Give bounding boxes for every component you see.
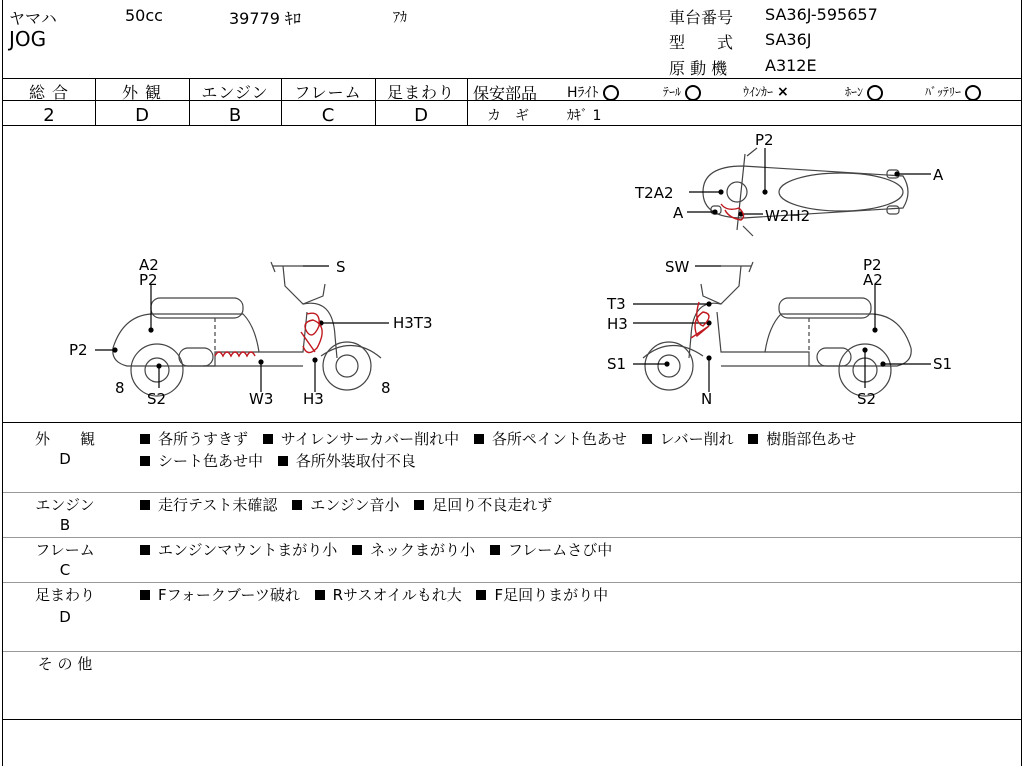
ok-circle-icon [965, 85, 981, 101]
safety-item-name: ｳｲﾝｶｰ [743, 85, 774, 99]
remark-item: 各所うすきず [158, 430, 249, 448]
frame-no: SA36J-595657 [765, 5, 878, 24]
remark-category: そ の 他 [37, 655, 93, 673]
type-label: 型 式 [669, 33, 734, 52]
safety-item-horn [845, 83, 883, 101]
key-label: カ ギ [487, 108, 529, 124]
remark-items [140, 539, 622, 561]
remark-item: Fフォークブーツ破れ [158, 586, 300, 604]
safety-item-tail [663, 83, 701, 101]
mark-label: H3 [607, 315, 628, 333]
divider [467, 78, 468, 125]
mark-label: S2 [147, 390, 167, 408]
safety-item-name: ﾎｰﾝ [845, 85, 864, 99]
remark-category: 外 観 [34, 430, 95, 448]
remark-category: フレーム [35, 541, 95, 559]
mark-label: W2H2 [765, 207, 811, 225]
remark-items [140, 584, 618, 606]
ok-circle-icon [685, 85, 701, 101]
bullet-square-icon [140, 500, 150, 510]
safety-item-name: Hﾗｲﾄ [567, 85, 599, 101]
safety-item-winker [743, 83, 789, 100]
grade-engine [189, 80, 281, 126]
divider [3, 537, 1021, 538]
remark-suspension [3, 584, 1021, 650]
mark-label: H3 [303, 390, 324, 408]
remark-item: 各所ペイント色あせ [491, 430, 627, 448]
remark-category: 足まわり [34, 586, 95, 604]
mark-label: SW [665, 258, 690, 276]
model-name: JOG [9, 27, 47, 51]
bullet-square-icon [263, 434, 273, 444]
grade-label: フレーム [294, 83, 362, 102]
remark-item: エンジン音小 [310, 496, 400, 514]
bullet-square-icon [414, 500, 424, 510]
remark-item: フレームさび中 [507, 541, 613, 559]
mark-label: S1 [933, 355, 953, 373]
remark-exterior [3, 426, 1021, 492]
remark-item: Rサスオイルもれ大 [332, 586, 462, 604]
grade-value: D [135, 105, 149, 126]
bullet-square-icon [315, 590, 325, 600]
remark-item: サイレンサーカバー削れ中 [280, 430, 460, 448]
remark-grade: D [59, 450, 71, 468]
mark-label: T3 [607, 295, 626, 313]
remark-item: ネックまがり小 [370, 541, 476, 559]
safety-label: 保安部品 [473, 84, 538, 103]
remark-item: 各所外装取付不良 [295, 452, 416, 470]
divider [3, 582, 1021, 583]
mark-label: H3T3 [393, 314, 433, 332]
bullet-square-icon [140, 545, 150, 555]
grade-label: 外 観 [121, 83, 163, 102]
bullet-square-icon [490, 545, 500, 555]
grade-value: 2 [43, 105, 55, 126]
remark-item: 樹脂部色あせ [766, 430, 857, 448]
grade-overall [3, 80, 95, 126]
mark-label: A [933, 166, 944, 184]
safety-item-headlight [567, 82, 619, 102]
mark-label: P2 [755, 131, 774, 149]
grade-value: B [228, 105, 242, 126]
bullet-square-icon [474, 434, 484, 444]
mark-label: P2 [69, 341, 88, 359]
grade-label: 足まわり [386, 83, 455, 102]
mark-label: T2A2 [635, 184, 674, 202]
frame-no-label: 車台番号 [669, 8, 734, 27]
remark-item: エンジンマウントまがり小 [158, 541, 338, 559]
type-value: SA36J [765, 30, 812, 49]
bullet-square-icon [140, 434, 150, 444]
divider [3, 492, 1021, 493]
bullet-square-icon [278, 456, 288, 466]
engine-label: 原 動 機 [669, 59, 728, 78]
mark-label: A2 [863, 271, 883, 289]
remark-frame [3, 539, 1021, 581]
key-value: ｶｷﾞ 1 [567, 108, 602, 124]
cross-icon: × [777, 84, 789, 100]
mark-label: P2 [139, 271, 158, 289]
remark-items [140, 494, 562, 516]
mark-label: S1 [607, 355, 627, 373]
safety-item-battery [925, 83, 981, 101]
bullet-square-icon [748, 434, 758, 444]
mark-label: A2 [139, 256, 159, 274]
grade-suspension [375, 80, 467, 126]
engine-value: A312E [765, 56, 817, 75]
mark-label: 8 [115, 379, 125, 397]
mark-label: N [701, 390, 713, 408]
remark-items [140, 428, 866, 450]
mark-label: A [673, 204, 684, 222]
remark-item: レバー削れ [659, 430, 734, 448]
damage-marks [215, 204, 744, 356]
ok-circle-icon [603, 85, 619, 101]
mark-label: 8 [381, 379, 391, 397]
divider [3, 422, 1021, 423]
grade-frame [281, 80, 375, 126]
grade-label: 総 合 [28, 83, 70, 102]
safety-item-name: ﾊﾞｯﾃﾘｰ [925, 85, 962, 99]
mark-label: S [336, 258, 346, 276]
grade-value: D [414, 105, 428, 126]
remark-item: 走行テスト未確認 [158, 496, 278, 514]
remark-item: 足回り不良走れず [432, 496, 553, 514]
bullet-square-icon [140, 590, 150, 600]
maker: ヤマハ [9, 9, 57, 28]
bullet-square-icon [352, 545, 362, 555]
remark-grade: C [59, 561, 71, 579]
remark-grade: B [59, 516, 71, 534]
divider [3, 719, 1021, 720]
remark-item: シート色あせ中 [158, 452, 264, 470]
bullet-square-icon [140, 456, 150, 466]
grade-value: C [321, 105, 335, 126]
displacement: 50cc [125, 6, 163, 25]
color: ｱｶ [393, 10, 407, 26]
remark-other [3, 653, 1021, 719]
remark-item: F足回りまがり中 [494, 586, 609, 604]
grade-exterior [95, 80, 189, 126]
remark-grade: D [59, 608, 71, 626]
bullet-square-icon [292, 500, 302, 510]
mark-label: S2 [857, 390, 877, 408]
mileage: 39779 ｷﾛ [229, 9, 301, 28]
remark-items [140, 450, 426, 472]
grade-label: エンジン [201, 83, 269, 102]
inspection-sheet [2, 0, 1022, 766]
mark-label: W3 [249, 390, 274, 408]
mark-label: P2 [863, 256, 882, 274]
bullet-square-icon [476, 590, 486, 600]
divider [3, 651, 1021, 652]
safety-item-name: ﾃｰﾙ [663, 85, 682, 99]
ok-circle-icon [867, 85, 883, 101]
bullet-square-icon [642, 434, 652, 444]
remark-engine [3, 494, 1021, 536]
remark-category: エンジン [35, 496, 95, 514]
divider [3, 78, 1021, 79]
